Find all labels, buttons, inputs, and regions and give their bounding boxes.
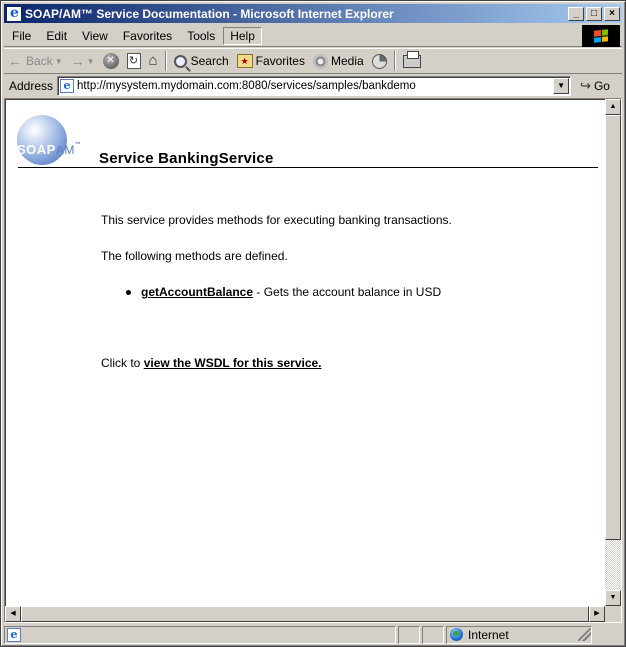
forward-button[interactable]: [67, 50, 99, 72]
toolbar-separator: [394, 51, 396, 71]
ie-page-icon: e: [60, 79, 74, 93]
forward-arrow-icon: →: [70, 53, 85, 69]
horizontal-scrollbar[interactable]: [5, 606, 605, 622]
scroll-up-button[interactable]: ▲: [605, 99, 621, 115]
search-icon: [174, 55, 187, 68]
page-title: Service BankingService: [99, 150, 274, 167]
methods-list: [101, 285, 441, 299]
windows-flag-icon: [594, 29, 608, 42]
menu-file[interactable]: File: [12, 28, 32, 43]
favorites-label: Favorites: [255, 54, 305, 68]
close-button[interactable]: ×: [604, 7, 620, 21]
back-button[interactable]: [4, 50, 67, 72]
forward-dropdown-icon[interactable]: ▼: [86, 56, 95, 66]
address-dropdown-button[interactable]: ▼: [553, 78, 569, 94]
history-button[interactable]: [368, 50, 391, 72]
maximize-button[interactable]: □: [586, 7, 602, 21]
menu-bar: [4, 25, 622, 47]
logo-text: [17, 142, 81, 157]
menu-tools[interactable]: Tools: [187, 28, 216, 43]
history-icon: [372, 54, 387, 69]
scroll-right-button[interactable]: ▶: [589, 606, 605, 622]
back-arrow-icon: ←: [8, 53, 22, 69]
vertical-scroll-thumb[interactable]: [605, 115, 621, 540]
ie-page-icon[interactable]: [6, 6, 22, 22]
resize-grip-icon[interactable]: [578, 628, 591, 641]
scroll-left-button[interactable]: ◀: [5, 606, 21, 622]
refresh-button[interactable]: [123, 50, 145, 72]
home-icon: ⌂: [148, 52, 158, 69]
security-zone-pane: [446, 626, 592, 644]
title-divider: [18, 167, 598, 168]
toolbar-separator: [165, 51, 167, 71]
vertical-scrollbar[interactable]: [605, 99, 621, 606]
logo-sphere-icon: [17, 115, 67, 165]
wsdl-line: [101, 356, 322, 370]
back-dropdown-icon[interactable]: ▼: [54, 56, 63, 66]
title-bar: [4, 4, 622, 23]
menu-help[interactable]: Help: [223, 27, 262, 45]
scroll-down-button[interactable]: ▼: [605, 590, 621, 606]
favorites-button[interactable]: [233, 50, 309, 72]
search-button[interactable]: [170, 50, 233, 72]
address-input[interactable]: [57, 76, 571, 96]
ie-page-icon: e: [7, 628, 21, 642]
method-description: - Gets the account balance in USD: [253, 285, 442, 299]
media-icon: [313, 54, 328, 69]
wsdl-link[interactable]: view the WSDL for this service.: [143, 356, 322, 370]
menu-edit[interactable]: Edit: [46, 28, 68, 43]
refresh-icon: ↻: [127, 53, 141, 69]
window-title: SOAP/AM™ Service Documentation - Microsoft Internet Explorer: [25, 6, 394, 21]
wsdl-prefix: Click to: [101, 356, 144, 370]
windows-logo: [582, 25, 620, 47]
address-url[interactable]: http://mysystem.mydomain.com:8080/services/samples/bankdemo: [77, 80, 416, 92]
standard-toolbar: [4, 48, 622, 74]
soap-am-logo: [17, 115, 89, 167]
status-pane: [398, 626, 420, 644]
logo-tm: ™: [74, 142, 82, 148]
print-button[interactable]: [399, 50, 425, 72]
media-button[interactable]: [309, 50, 368, 72]
bullet-icon: [126, 290, 131, 295]
go-arrow-icon: ↪: [580, 78, 591, 93]
stop-icon: ✕: [103, 53, 119, 69]
go-label: Go: [593, 79, 610, 93]
scrollbar-corner: [605, 606, 621, 622]
search-label: Search: [190, 54, 229, 68]
horizontal-scroll-thumb[interactable]: [21, 606, 589, 622]
go-button[interactable]: [580, 78, 610, 94]
media-label: Media: [330, 54, 364, 68]
method-link-getaccountbalance[interactable]: getAccountBalance: [141, 285, 254, 299]
stop-button[interactable]: [99, 50, 123, 72]
minimize-button[interactable]: _: [568, 7, 584, 21]
list-item: [101, 285, 441, 299]
menu-view[interactable]: View: [82, 28, 108, 43]
internet-globe-icon: [450, 628, 463, 641]
content-viewport: [4, 98, 622, 623]
home-button[interactable]: [145, 50, 162, 72]
status-bar: [4, 625, 622, 644]
menu-favorites[interactable]: Favorites: [122, 28, 173, 43]
logo-am: AM: [55, 143, 75, 157]
favorites-icon: ★: [237, 54, 253, 68]
status-pane: [422, 626, 444, 644]
logo-soap: SOAP: [17, 142, 56, 157]
service-description: This service provides methods for executing banking transactions.: [101, 213, 452, 227]
zone-label: Internet: [468, 627, 509, 642]
address-bar: [4, 75, 622, 97]
address-label: Address: [9, 79, 54, 93]
print-icon: [403, 55, 421, 68]
web-page: [7, 101, 607, 606]
back-label: Back: [26, 54, 53, 68]
status-main-pane: [4, 626, 396, 644]
methods-intro: The following methods are defined.: [101, 249, 288, 263]
